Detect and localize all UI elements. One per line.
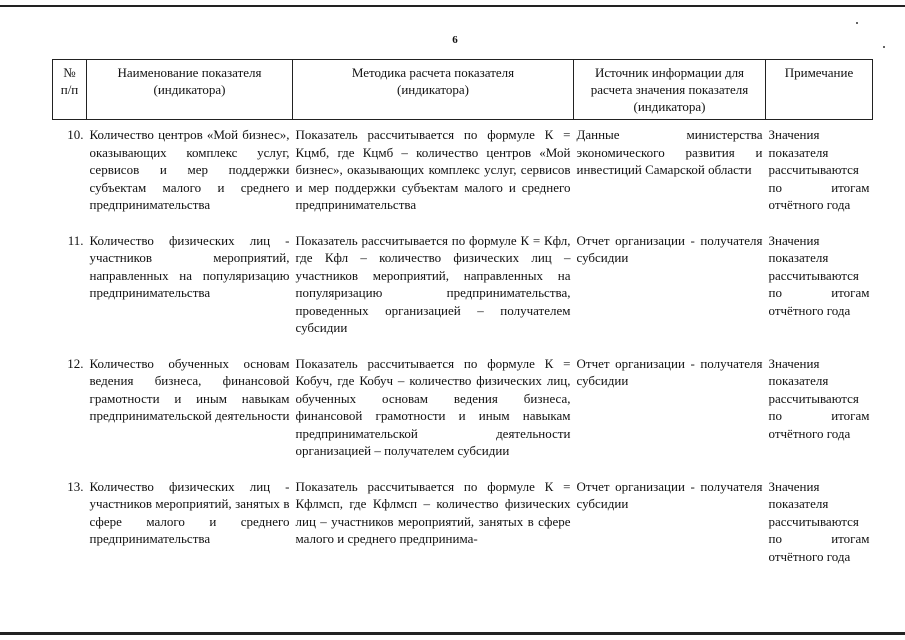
row-number: 12. [67, 355, 84, 371]
page-number: 6 [452, 34, 458, 46]
header-source: Источник информации для расчета значения показателя (индикатора) [574, 60, 766, 120]
scan-speck [856, 22, 858, 24]
information-source: Данные министерства экономического развития и инвестиций Самарской области [576, 127, 763, 177]
table-row [53, 349, 873, 472]
indicator-name: Количество обученных основам ведения бизнеса, финансовой грамотности и иным навыкам предпринимательской деятельности [89, 355, 290, 423]
table-row [53, 472, 873, 578]
indicator-name: Количество центров «Мой бизнес», оказывающих комплекс услуг, сервисов и мер поддержки субъектам малого и среднего предпринимательства [89, 127, 290, 212]
indicator-name: Количество физических лиц - участников мероприятий, занятых в сфере малого и среднего предпринимательства [89, 478, 290, 546]
information-source: Отчет организации - получателя субсидии [576, 355, 763, 388]
row-number: 10. [67, 127, 84, 142]
row-note: Значения показателя рассчитываются по итогам отчётного года [768, 127, 870, 212]
row-number: 11. [67, 232, 84, 248]
top-rule [0, 5, 905, 7]
bottom-rule [0, 632, 905, 635]
header-method: Методика расчета показателя (индикатора) [293, 60, 574, 120]
indicators-table [52, 59, 873, 577]
row-note: Значения показателя рассчитываются по итогам отчётного года [768, 355, 870, 441]
row-note: Значения показателя рассчитываются по итогам отчётного года [768, 478, 870, 564]
information-source: Отчет организации - получателя субсидии [576, 232, 763, 265]
calculation-method: Показатель рассчитывается по формуле К = Кцмб, где Кцмб – количество центров «Мой бизнес», оказывающих комплекс услуг, сервисов и мер поддержки субъектам малого и среднего предпринимательства [295, 127, 571, 212]
row-number: 13. [67, 478, 84, 494]
header-name: Наименование показателя (индикатора) [87, 60, 293, 120]
scan-speck [883, 46, 885, 48]
table-header-row [53, 60, 873, 120]
information-source: Отчет организации - получателя субсидии [576, 478, 763, 511]
indicator-name: Количество физических лиц - участников мероприятий, направленных на популяризацию предпринимательства [89, 232, 290, 300]
calculation-method: Показатель рассчитывается по формуле К = Кфлмсп, где Кфлмсп – количество физических лиц – участников мероприятий, занятых в сфере малого и среднего предпринима- [295, 478, 571, 546]
table-row [53, 226, 873, 349]
table-row [53, 120, 873, 226]
header-note: Примечание [766, 60, 873, 120]
header-num: № п/п [53, 60, 87, 120]
calculation-method: Показатель рассчитывается по формуле К = Кфл, где Кфл – количество физических лиц – участников мероприятий, направленных на популяризацию предпринимательства, проведенных организацией – получателем субсидии [295, 232, 571, 335]
calculation-method: Показатель рассчитывается по формуле К = Кобуч, где Кобуч – количество физических лиц, обученных основам ведения бизнеса, финансовой грамотности и иным навыкам предпринимательской деятельности организацией – получателем субсидии [295, 355, 571, 458]
row-note: Значения показателя рассчитываются по итогам отчётного года [768, 232, 870, 318]
